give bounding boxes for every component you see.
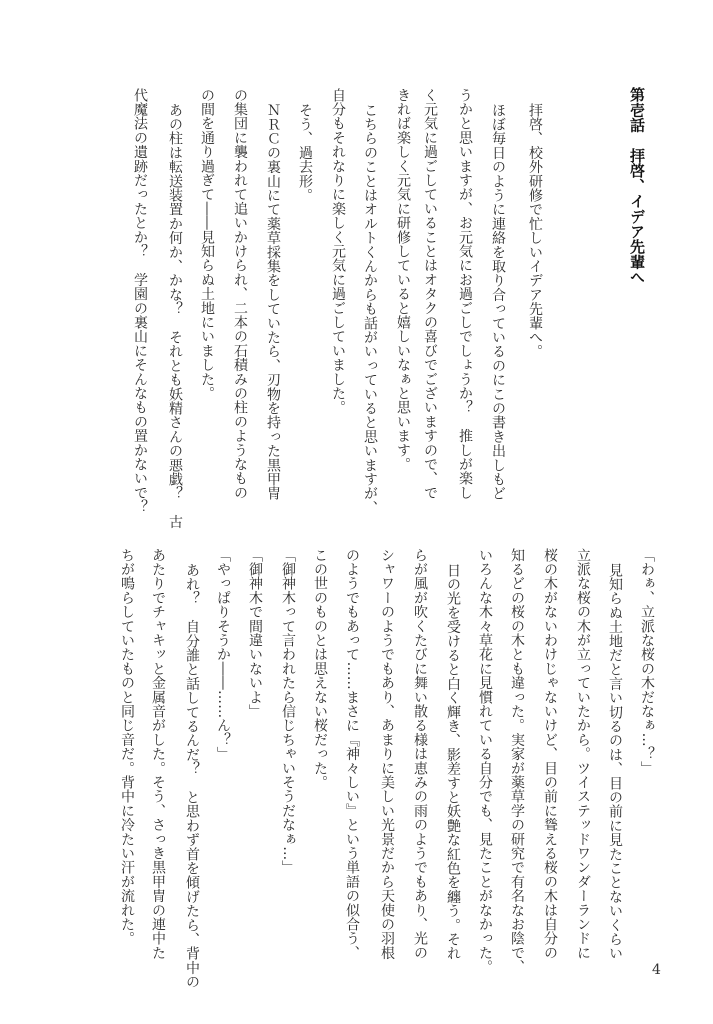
text-line: 拝啓、校外研修で忙しいイデア先輩へ。 (527, 103, 543, 359)
text-line: の集団に襲われて追いかけられ、二本の石積みの柱のようなもの (232, 88, 248, 500)
text-line: 立派な桜の木が立っていたから。ツイステッドワンダーランドに (575, 548, 591, 960)
text-line: きれば楽しく元気に研修していると嬉しいなぁと思います。 (395, 88, 411, 472)
text-line: ちが鳴らしていたものと同じ音だ。背中に冷たい汗が流れた。 (119, 548, 135, 946)
text-line: 自分もそれなりに楽しく元気に過ごしていました。 (330, 88, 346, 415)
text-line: うかと思いますが、お元気にお過ごしでしょうか？ 推しが楽し (457, 88, 473, 500)
text-line: ほぼ毎日のように連絡を取り合っているのにこの書き出しもど (490, 103, 506, 501)
text-line: そう、過去形。 (297, 103, 313, 203)
text-line: 「やっぱりそうか――……ん？」 (215, 548, 231, 761)
text-line: ＮＲＣの裏山にて薬草採集をしていたら、刃物を持った黒甲冑 (265, 103, 281, 501)
text-line: のようでもあって……まさに『神々しい』という単語の似合う、 (344, 548, 360, 960)
text-line: 桜の木がないわけじゃないけど、目の前に聳える桜の木は自分の (542, 548, 558, 960)
text-line: 「御神木で間違いないよ」 (247, 548, 263, 719)
text-line: いろんな木々草花に見慣れている自分でも、見たことがなかった。 (477, 548, 493, 974)
text-line: あの柱は転送装置か何か、かな？ それとも妖精さんの悪戯？ 古 (167, 103, 183, 529)
text-line: シャワーのようでもあり、あまりに美しい光景だから天使の羽根 (379, 548, 395, 960)
chapter-title: 第壱話 拝啓、イデア先輩へ (628, 87, 646, 285)
text-line: この世のものとは思えない桜だった。 (312, 548, 328, 790)
text-line: 「御神木って言われたら信じちゃいそうだなぁ…」 (280, 548, 296, 875)
text-line: らが風が吹くたびに舞い散る様は恵みの雨のようでもあり、光の (412, 548, 428, 960)
text-line: あれ？ 自分誰と話してるんだ？ と思わず首を傾げたら、背中の (184, 563, 200, 989)
text-line: 日の光を受けると白く輝き、影差すと妖艶な紅色を纏う。それ (445, 563, 461, 961)
page-number: 4 (652, 962, 661, 978)
text-line: 「わぁ、立派な桜の木だなぁ…？」 (639, 548, 655, 776)
text-line: 知るどの桜の木とも違った。実家が薬草学の研究で有名なお陰で、 (509, 548, 525, 974)
text-line: く元気に過ごしていることはオタクの喜びでございますので、で (422, 88, 438, 500)
text-line: 見知らぬ土地だと言い切るのは、目の前に見たことないくらい (607, 563, 623, 961)
text-line: 代魔法の遺跡だったとか？ 学園の裏山にそんなもの置かないで？ (132, 88, 148, 514)
text-line: あたりでチャキッと金属音がした。そう、さっき黒甲冑の連中た (150, 548, 166, 960)
text-line: こちらのことはオルトくんからも話がいっていると思いますが、 (362, 103, 378, 515)
text-line: の間を通り過ぎて――見知らぬ土地にいました。 (199, 88, 215, 401)
